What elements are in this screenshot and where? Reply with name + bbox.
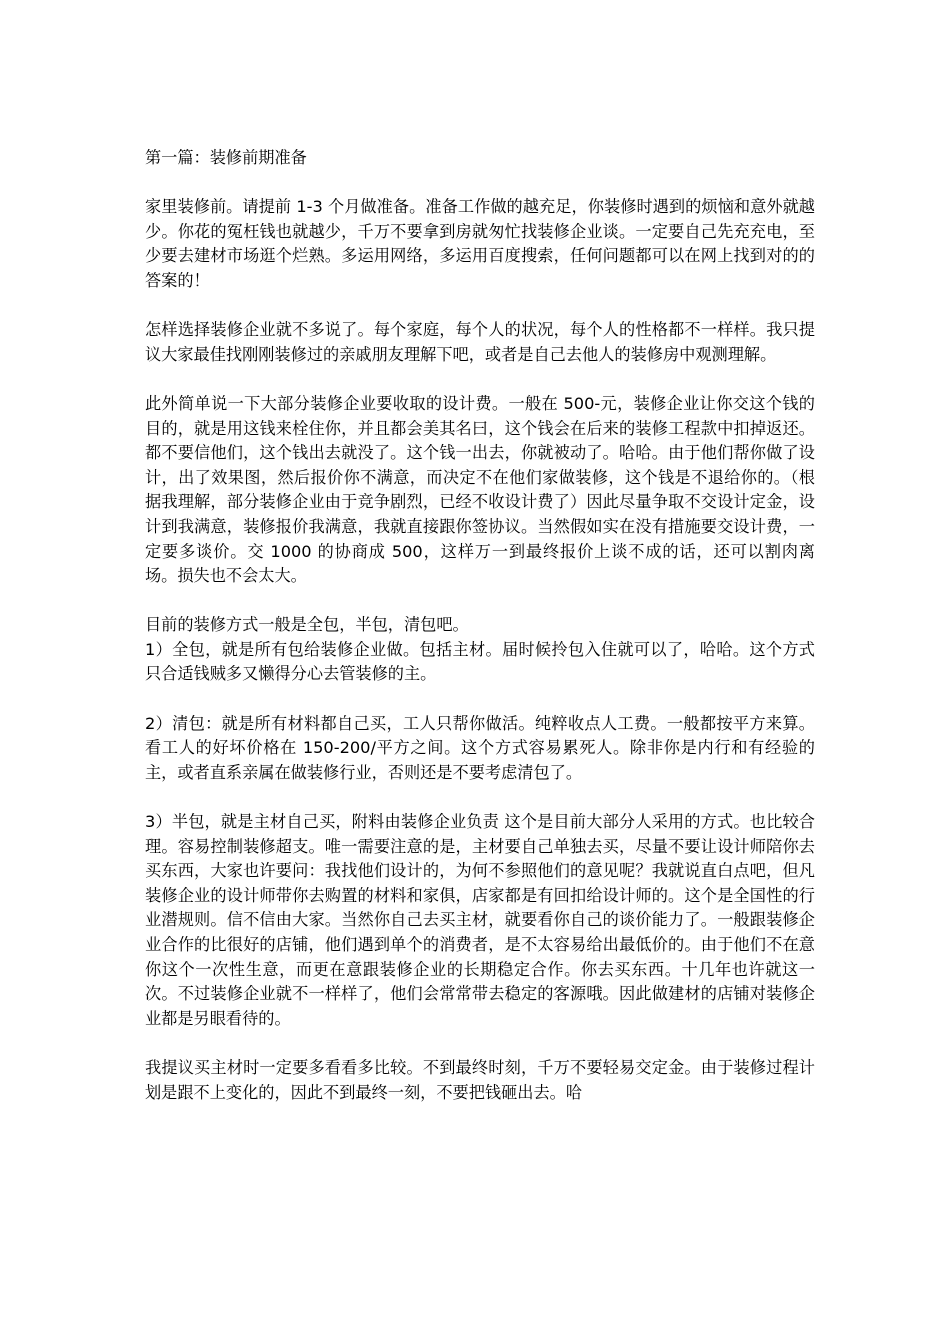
paragraph-labor-only: 2）清包：就是所有材料都自己买，工人只帮你做活。纯粹收点人工费。一般都按平方来算。看工人的好坏价格在 150-200/平方之间。这个方式容易累死人。除非你是内行和有经验的主，或者直系亲属在做装修行业，否则还是不要考虑清包了。 (145, 713, 815, 782)
paragraph-choose-company: 怎样选择装修企业就不多说了。每个家庭，每个人的状况，每个人的性格都不一样样。我只提议大家最佳找刚刚装修过的亲戚朋友理解下吧，或者是自己去他人的装修房中观测理解。 (145, 320, 815, 364)
document-page (145, 146, 815, 1105)
paragraph-buying-advice: 我提议买主材时一定要多看看多比较。不到最终时刻，千万不要轻易交定金。由于装修过程计划是跟不上变化的，因此不到最终一刻，不要把钱砸出去。哈 (145, 1057, 815, 1102)
paragraph-preparation: 家里装修前。请提前 1-3 个月做准备。准备工作做的越充足，你装修时遇到的烦恼和意外就越少。你花的冤枉钱也就越少，千万不要拿到房就匆忙找装修企业谈。一定要自己先充充电，至少要去建材市场逛个烂熟。多运用网络，多运用百度搜索，任何问题都可以在网上找到对的的答案的！ (145, 197, 815, 290)
paragraph-half-package: 3）半包，就是主材自己买，附料由装修企业负责 这个是目前大部分人采用的方式。也比较合理。容易控制装修超支。唯一需要注意的是，主材要自己单独去买，尽量不要让设计师陪你去买东西，大家也许要问：我找他们设计的，为何不参照他们的意见呢？我就说直白点吧，但凡装修企业的设计师带你去购置的材料和家俱，店家都是有回扣给设计师的。这个是全国性的行业潜规则。信不信由大家。当然你自己去买主材，就要看你自己的谈价能力了。一般跟装修企业合作的比很好的店铺，他们遇到单个的消费者，是不太容易给出最低价的。由于他们不在意你这个一次性生意，而更在意跟装修企业的长期稳定合作。你去买东西。十几年也许就这一次。不过装修企业就不一样样了，他们会常常带去稳定的客源哦。因此做建材的店铺对装修企业都是另眼看待的。 (145, 812, 815, 1028)
paragraph-full-package: 1）全包，就是所有包给装修企业做。包括主材。届时候拎包入住就可以了，哈哈。这个方式只合适钱贼多又懒得分心去管装修的主。 (145, 639, 815, 684)
paragraph-methods-intro: 目前的装修方式一般是全包，半包，清包吧。 (145, 615, 469, 635)
document-title: 第一篇：装修前期准备 (145, 148, 307, 167)
paragraph-design-fee: 此外简单说一下大部分装修企业要收取的设计费。一般在 500-元，装修企业让你交这个钱的目的，就是用这钱来栓住你，并且都会美其名曰，这个钱会在后来的装修工程款中扣掉返还。都不要信他们，这个钱出去就没了。这个钱一出去，你就被动了。哈哈。由于他们帮你做了设计，出了效果图，然后报价你不满意，而决定不在他们家做装修，这个钱是不退给你的。（根据我理解，部分装修企业由于竞争剧烈，已经不收设计费了）因此尽量争取不交设计定金，设计到我满意，装修报价我满意，我就直接跟你签协议。当然假如实在没有措施要交设计费，一定要多谈价。交 1000 的协商成 500，这样万一到最终报价上谈不成的话，还可以割肉离场。损失也不会太大。 (145, 393, 815, 586)
